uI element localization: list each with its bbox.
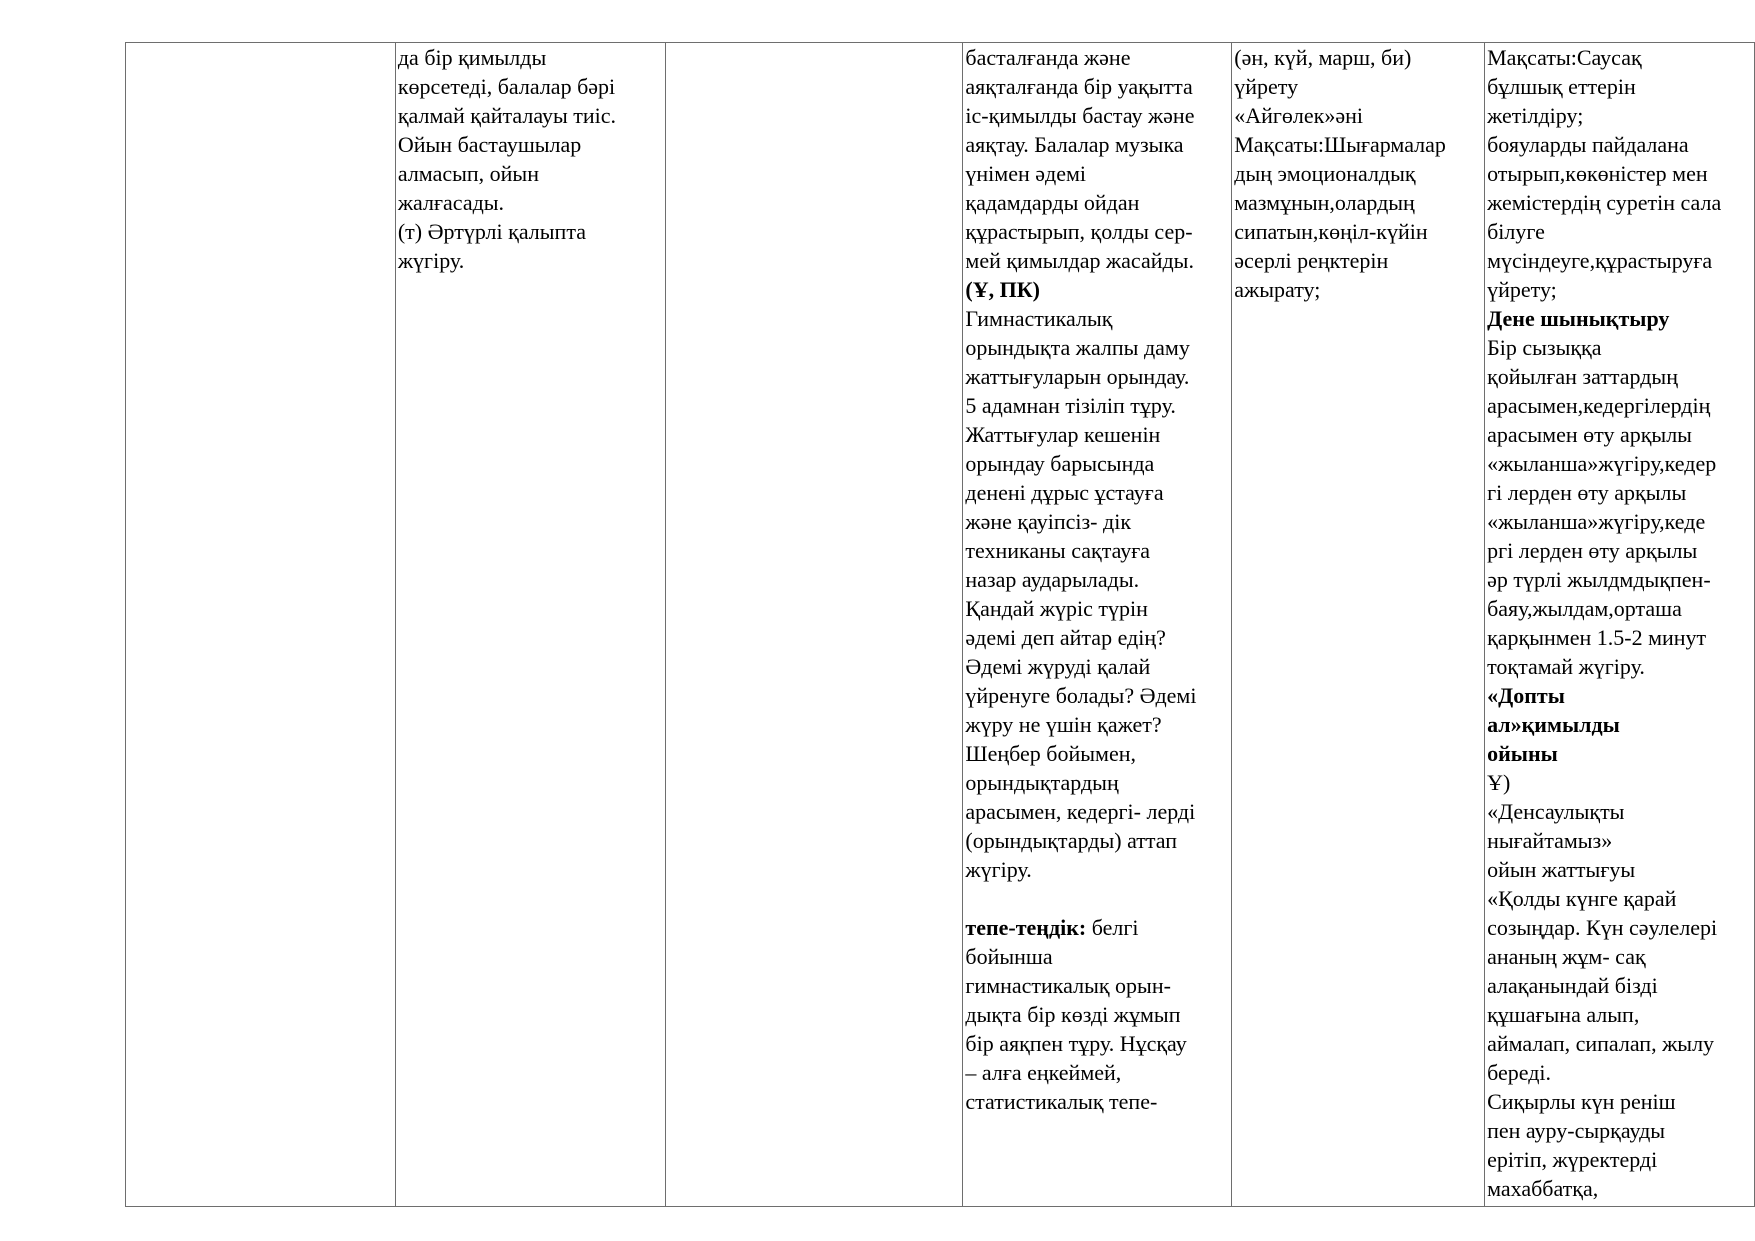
text-line: орындау барысында (965, 451, 1155, 476)
text-line: жемістердің суретін сала (1487, 190, 1722, 215)
text-line: орындықта жалпы даму (965, 335, 1190, 360)
text-line: аяқталғанда бір уақытта (965, 74, 1193, 99)
text-line: «жыланша»жүгіру,кеде (1487, 509, 1706, 534)
text-line: «Денсаулықты (1487, 799, 1625, 824)
text-line: назар аударылады. (965, 567, 1140, 592)
text-line: орындықтардың (965, 770, 1119, 795)
text-line: Ойын бастаушылар (397, 132, 582, 157)
text-line: (т) Әртүрлі қалыпта (397, 219, 586, 244)
text-line: Шеңбер бойымен, (965, 741, 1136, 766)
text-line: гимнастикалық орын- (965, 973, 1171, 998)
text-line: арасымен өту арқылы (1487, 422, 1692, 447)
text-line: махаббатқа, (1487, 1176, 1599, 1201)
text-line: үйрету; (1487, 277, 1557, 302)
text-line: арасымен, кедергі- лерді (965, 799, 1196, 824)
text-line: білуге (1487, 219, 1545, 244)
text-line: сипатын,көңіл-күйін (1234, 219, 1428, 244)
text-line: (ән, күй, марш, би) (1234, 45, 1412, 70)
text-line: қарқынмен 1.5-2 минут (1487, 625, 1707, 650)
text-line: гі лерден өту арқылы (1487, 480, 1687, 505)
bold-heading: Дене шынықтыру (1487, 306, 1670, 331)
lesson-plan-table (125, 42, 1755, 1207)
text-line: Мақсаты:Саусақ (1487, 45, 1642, 70)
bold-term: тепе-теңдік: (965, 915, 1087, 940)
text-line: жүгіру. (965, 857, 1032, 882)
text-line: дың эмоционалдық (1234, 161, 1416, 186)
text-line: көрсетеді, балалар бәрі (397, 74, 616, 99)
cell-col4 (963, 43, 1232, 1207)
text-line: жалғасады. (397, 190, 505, 215)
text-line: үнімен әдемі (965, 161, 1086, 186)
text-line: «Айгөлек»әні (1234, 103, 1364, 128)
text-line: және қауіпсіз- дік (965, 509, 1132, 534)
text-line: бұлшық еттерін (1487, 74, 1636, 99)
text-line: құрастырып, қолды сер- (965, 219, 1193, 244)
text-line: мей қимылдар жасайды. (965, 248, 1194, 273)
text-line: Жаттығулар кешенін (965, 422, 1161, 447)
cell-col5 (1232, 43, 1485, 1207)
text-line: Бір сызыққа (1487, 335, 1602, 360)
text-line: бір аяқпен тұру. Нұсқау (965, 1031, 1187, 1056)
text-line: әсерлі реңктерін (1234, 248, 1389, 273)
text-line: жүру не үшін қажет? (965, 712, 1162, 737)
text-line: бояуларды пайдалана (1487, 132, 1689, 157)
text-line: мүсіндеуге,құрастыруға (1487, 248, 1713, 273)
text-line: жүгіру. (397, 248, 465, 273)
text-line: созыңдар. Күн сәулелері (1487, 915, 1718, 940)
text-line: мазмұнын,олардың (1234, 190, 1415, 215)
text-line: Әдемі жүруді қалай (965, 654, 1151, 679)
text-line: Ұ) (1487, 770, 1511, 795)
text-line: Гимнастикалық (965, 306, 1113, 331)
text-line: қойылған заттардың (1487, 364, 1678, 389)
text-line: ананың жұм- сақ (1487, 944, 1646, 969)
text-line: алақанындай бізді (1487, 973, 1658, 998)
text-line: дықта бір көзді жұмып (965, 1002, 1181, 1027)
text-line: құшағына алып, (1487, 1002, 1640, 1027)
text-line: Сиқырлы күн реніш (1487, 1089, 1676, 1114)
text-line: ажырату; (1234, 277, 1321, 302)
cell-col2 (395, 43, 665, 1207)
text-line: статистикалық тепе- (965, 1089, 1158, 1114)
text-line: алмасып, ойын (397, 161, 539, 186)
text-line: Мақсаты:Шығармалар (1234, 132, 1446, 157)
blank-line (965, 884, 1228, 913)
text-line (965, 913, 1228, 942)
text-line: отырып,көкөністер мен (1487, 161, 1708, 186)
text-line: жетілдіру; (1487, 103, 1584, 128)
text-line: да бір қимылды (397, 45, 547, 70)
text-line: – алға еңкеймей, (965, 1060, 1122, 1085)
text-line: пен ауру-сырқауды (1487, 1118, 1666, 1143)
text-line: аяқтау. Балалар музыка (965, 132, 1184, 157)
text-line: нығайтамыз» (1487, 828, 1613, 853)
text-line: баяу,жылдам,орташа (1487, 596, 1682, 621)
bold-heading: ойыны (1487, 741, 1558, 766)
text-line: жаттығуларын орындау. (965, 364, 1190, 389)
text-line: ргі лерден өту арқылы (1487, 538, 1698, 563)
term-text: белгі (1086, 915, 1139, 940)
text-line: денені дұрыс ұстауға (965, 480, 1164, 505)
text-line: «жыланша»жүгіру,кедер (1487, 451, 1717, 476)
text-line: әдемі деп айтар едің? (965, 625, 1166, 650)
bold-heading: ал»қимылды (1487, 712, 1620, 737)
text-line: Қандай жүріс түрін (965, 596, 1148, 621)
text-line: арасымен,кедергілердің (1487, 393, 1711, 418)
text-line: қадамдарды ойдан (965, 190, 1140, 215)
text-line: (орындықтарды) аттап (965, 828, 1178, 853)
text-line: ерітіп, жүректерді (1487, 1147, 1658, 1172)
text-line: бойынша (965, 944, 1053, 969)
text-line: аймалап, сипалап, жылу (1487, 1031, 1715, 1056)
text-line: үйрету (1234, 74, 1299, 99)
text-line: қалмай қайталауы тиіс. (397, 103, 617, 128)
text-line: үйренуге болады? Әдемі (965, 683, 1197, 708)
text-line: техниканы сақтауға (965, 538, 1151, 563)
text-line: «Қолды күнге қарай (1487, 886, 1677, 911)
bold-heading: (Ұ, ПК) (965, 277, 1040, 302)
text-line: 5 адамнан тізіліп тұру. (965, 393, 1176, 418)
cell-col6 (1485, 43, 1755, 1207)
text-line: береді. (1487, 1060, 1552, 1085)
text-line: басталғанда және (965, 45, 1131, 70)
cell-col3 (665, 43, 963, 1207)
cell-col1 (126, 43, 396, 1207)
text-line: тоқтамай жүгіру. (1487, 654, 1645, 679)
bold-heading: «Допты (1487, 683, 1565, 708)
text-line: әр түрлі жылдмдықпен- (1487, 567, 1711, 592)
text-line: ойын жаттығуы (1487, 857, 1636, 882)
text-line: іс-қимылды бастау және (965, 103, 1195, 128)
table-row (126, 43, 1755, 1207)
